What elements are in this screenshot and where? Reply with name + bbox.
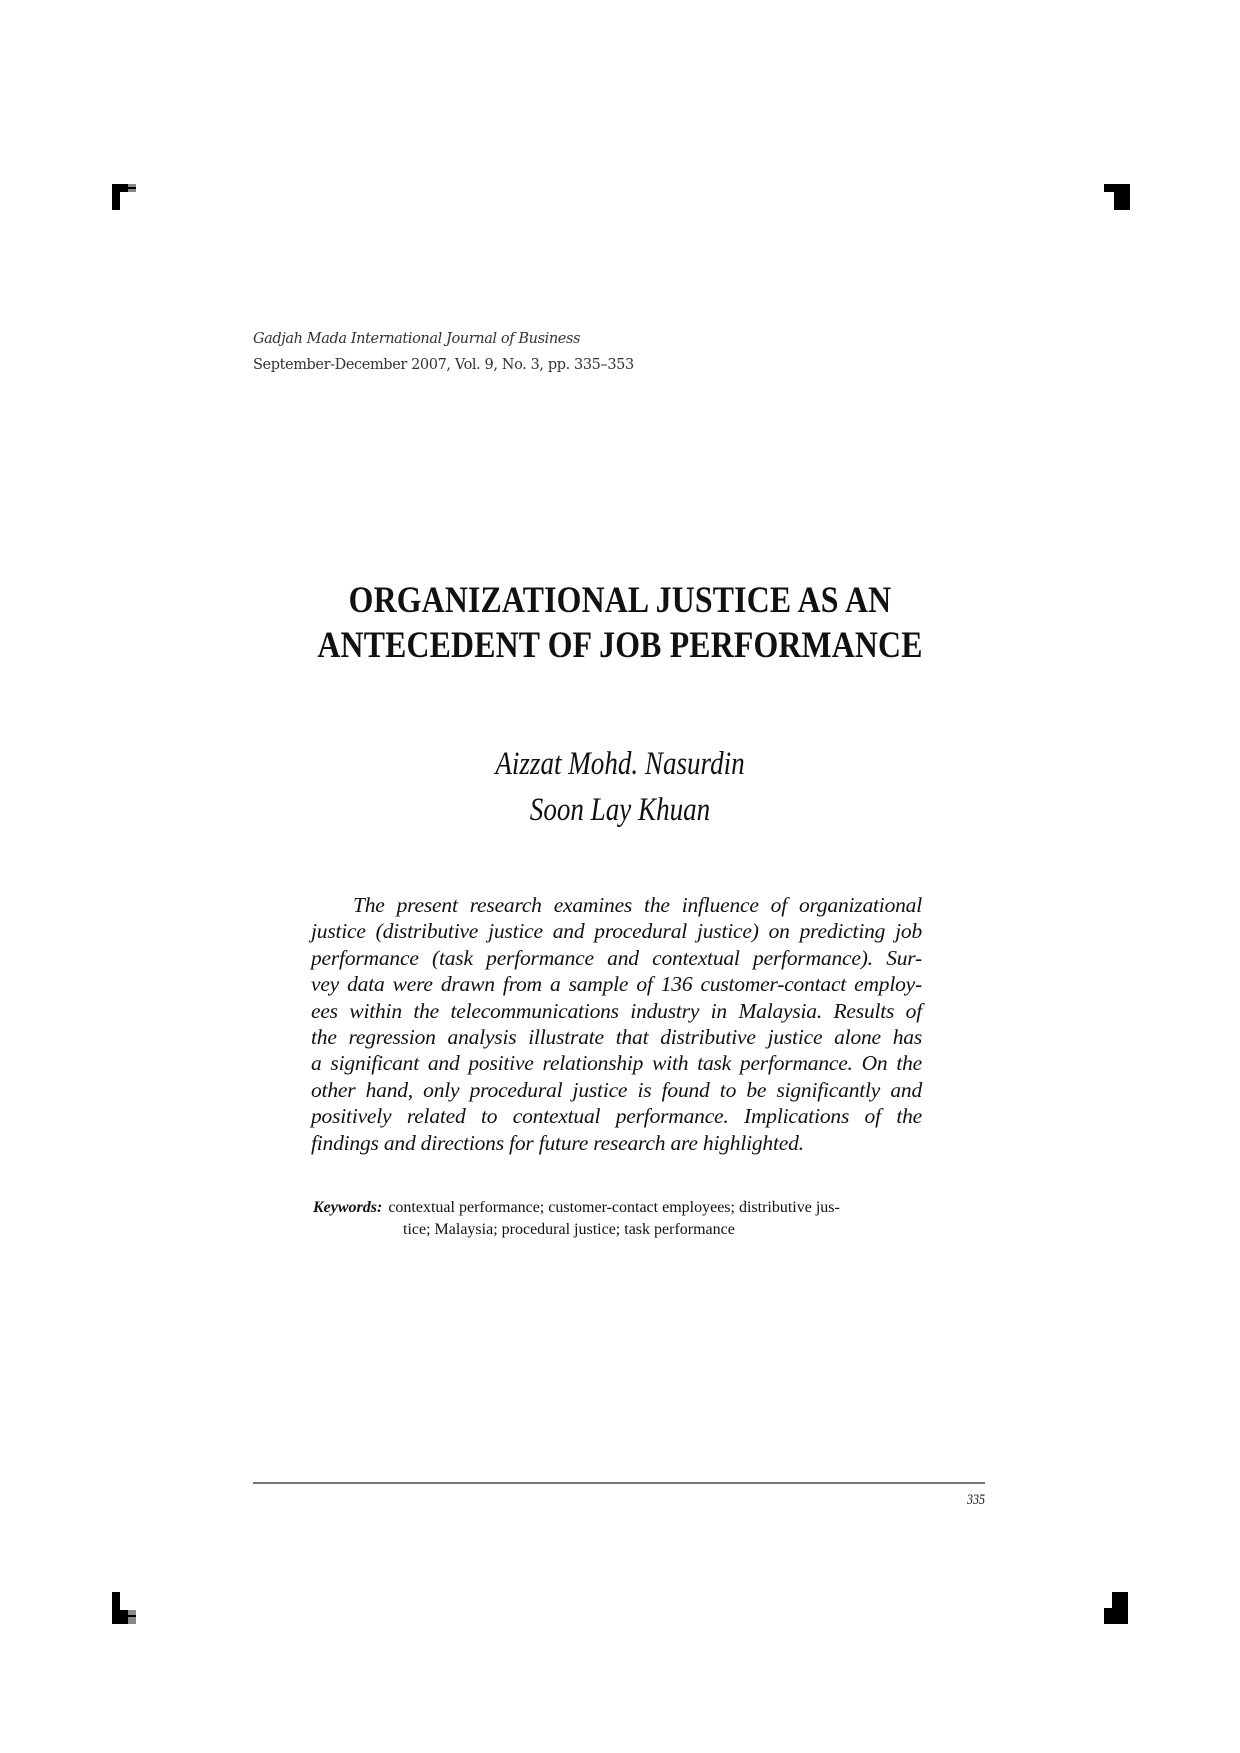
author-name: Soon Lay Khuan [529, 792, 711, 828]
crop-mark-bottom-left [112, 1592, 138, 1618]
footer-rule [253, 1482, 985, 1484]
title-line-2: ANTECEDENT OF JOB PERFORMANCE [317, 625, 923, 666]
abstract-line: other hand, only procedural justice is found to be significantly and [311, 1077, 922, 1102]
journal-name: Gadjah Mada International Journal of Business [253, 331, 581, 347]
keywords-text: contextual performance; customer-contact employees; distributive jus- [388, 1199, 840, 1216]
abstract-line: a significant and positive relationship with task performance. On the [311, 1051, 922, 1076]
crop-mark-bottom-right [1104, 1592, 1130, 1618]
crop-mark-top-left [112, 184, 138, 210]
abstract-line: justice (distributive justice and procedural justice) on predicting job [311, 919, 922, 944]
crop-mark-top-right [1104, 184, 1130, 210]
abstract [311, 892, 922, 1156]
abstract-line: findings and directions for future research are highlighted. [311, 1130, 804, 1155]
abstract-line: ees within the telecommunications industry in Malaysia. Results of [311, 998, 922, 1023]
journal-issue: September-December 2007, Vol. 9, No. 3, pp. 335–353 [253, 357, 634, 373]
abstract-line: vey data were drawn from a sample of 136 customer-contact employ- [311, 972, 922, 997]
author-name: Aizzat Mohd. Nasurdin [495, 746, 745, 782]
keywords-label: Keywords: [313, 1199, 383, 1216]
abstract-line: positively related to contextual performance. Implications of the [311, 1104, 922, 1129]
keywords [313, 1197, 925, 1241]
keywords-text-continued: tice; Malaysia; procedural justice; task performance [403, 1221, 735, 1238]
title-line-1: ORGANIZATIONAL JUSTICE AS AN [348, 580, 892, 621]
paper-title [87, 578, 1153, 668]
abstract-line: performance (task performance and contextual performance). Sur- [311, 945, 922, 970]
page-number: 335 [967, 1492, 985, 1508]
author-list [112, 741, 1129, 833]
abstract-line: The present research examines the influence of organizational [353, 893, 922, 917]
abstract-line: the regression analysis illustrate that distributive justice alone has [311, 1025, 922, 1050]
journal-header [253, 326, 634, 378]
